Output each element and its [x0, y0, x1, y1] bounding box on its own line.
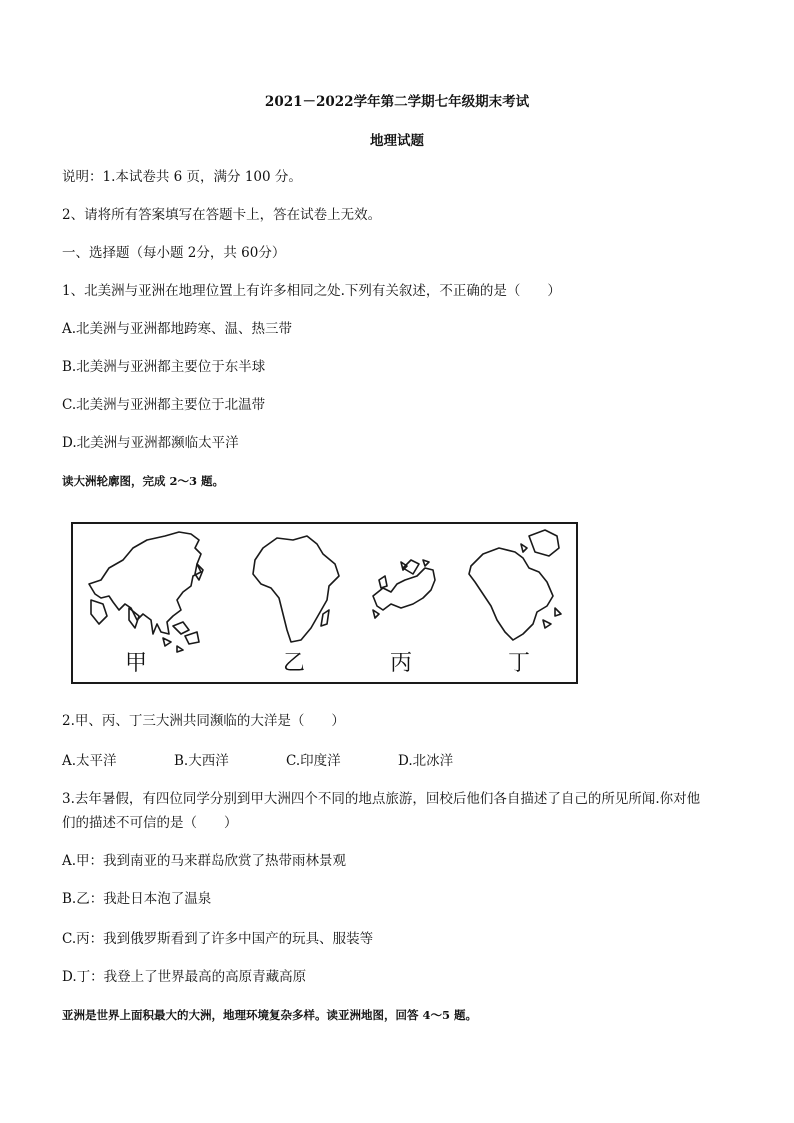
instruction-line-1: 说明：1.本试卷共 6 页，满分 100 分。: [62, 169, 302, 185]
question-2-option-d: D.北冰洋: [398, 753, 454, 769]
figure-label-ding: 丁: [508, 651, 531, 676]
continent-jia-india: [129, 608, 139, 628]
question-1-option-d: D.北美洲与亚洲都濒临太平洋: [62, 435, 239, 451]
continent-outline-figure: [71, 522, 578, 684]
continent-yi-outline: [253, 536, 339, 642]
exam-title: 2021－2022学年第二学期七年级期末考试: [264, 94, 530, 110]
continent-ding-greenland: [529, 530, 559, 556]
continent-bing-outline: [373, 568, 435, 610]
question-2-option-a: A.太平洋: [62, 753, 117, 769]
figure-label-jia: 甲: [125, 651, 148, 676]
question-3-option-d: D.丁：我登上了世界最高的高原青藏高原: [62, 969, 307, 985]
question-2-option-b: B.大西洋: [174, 753, 229, 769]
question-1-stem: 1、北美洲与亚洲在地理位置上有许多相同之处.下列有关叙述，不正确的是（ ）: [62, 283, 561, 299]
question-3-option-b: B.乙：我赴日本泡了温泉: [62, 891, 212, 907]
question-1-option-c: C.北美洲与亚洲都主要位于北温带: [62, 397, 266, 413]
question-3-option-c: C.丙：我到俄罗斯看到了许多中国产的玩具、服装等: [62, 931, 374, 947]
continent-jia-outline: [89, 532, 201, 634]
continent-outlines: [73, 524, 576, 682]
continent-jia-arabia: [91, 600, 107, 624]
question-1-option-a: A.北美洲与亚洲都地跨寒、温、热三带: [62, 321, 293, 337]
question-2-option-c: C.印度洋: [286, 753, 341, 769]
question-3-stem-line-1: 3.去年暑假，有四位同学分别到甲大洲四个不同的地点旅游，回校后他们各自描述了自己的所见所闻.你对他: [62, 791, 701, 807]
question-3-option-a: A.甲：我到南亚的马来群岛欣赏了热带雨林景观: [62, 853, 347, 869]
instruction-line-2: 2、请将所有答案填写在答题卡上，答在试卷上无效。: [62, 207, 382, 223]
continent-bing-britain: [379, 576, 387, 588]
continent-yi-madagascar: [321, 610, 329, 626]
intro-questions-2-3: 读大洲轮廓图，完成 2～3 题。: [62, 474, 225, 488]
continent-ding-outline: [469, 548, 553, 640]
intro-questions-4-5: 亚洲是世界上面积最大的大洲，地理环境复杂多样。读亚洲地图，回答 4～5 题。: [62, 1008, 478, 1022]
question-3-stem-line-2: 们的描述不可信的是（ ）: [62, 815, 238, 831]
continent-jia-japan: [195, 564, 203, 580]
figure-label-yi: 乙: [283, 651, 306, 676]
continent-ding-islands: [521, 544, 561, 628]
figure-label-bing: 丙: [390, 651, 413, 676]
exam-subtitle: 地理试题: [370, 133, 424, 149]
question-1-option-b: B.北美洲与亚洲都主要位于东半球: [62, 359, 266, 375]
question-2-stem: 2.甲、丙、丁三大洲共同濒临的大洋是（ ）: [62, 713, 345, 729]
section-heading: 一、选择题（每小题 2分，共 60分）: [62, 245, 286, 261]
